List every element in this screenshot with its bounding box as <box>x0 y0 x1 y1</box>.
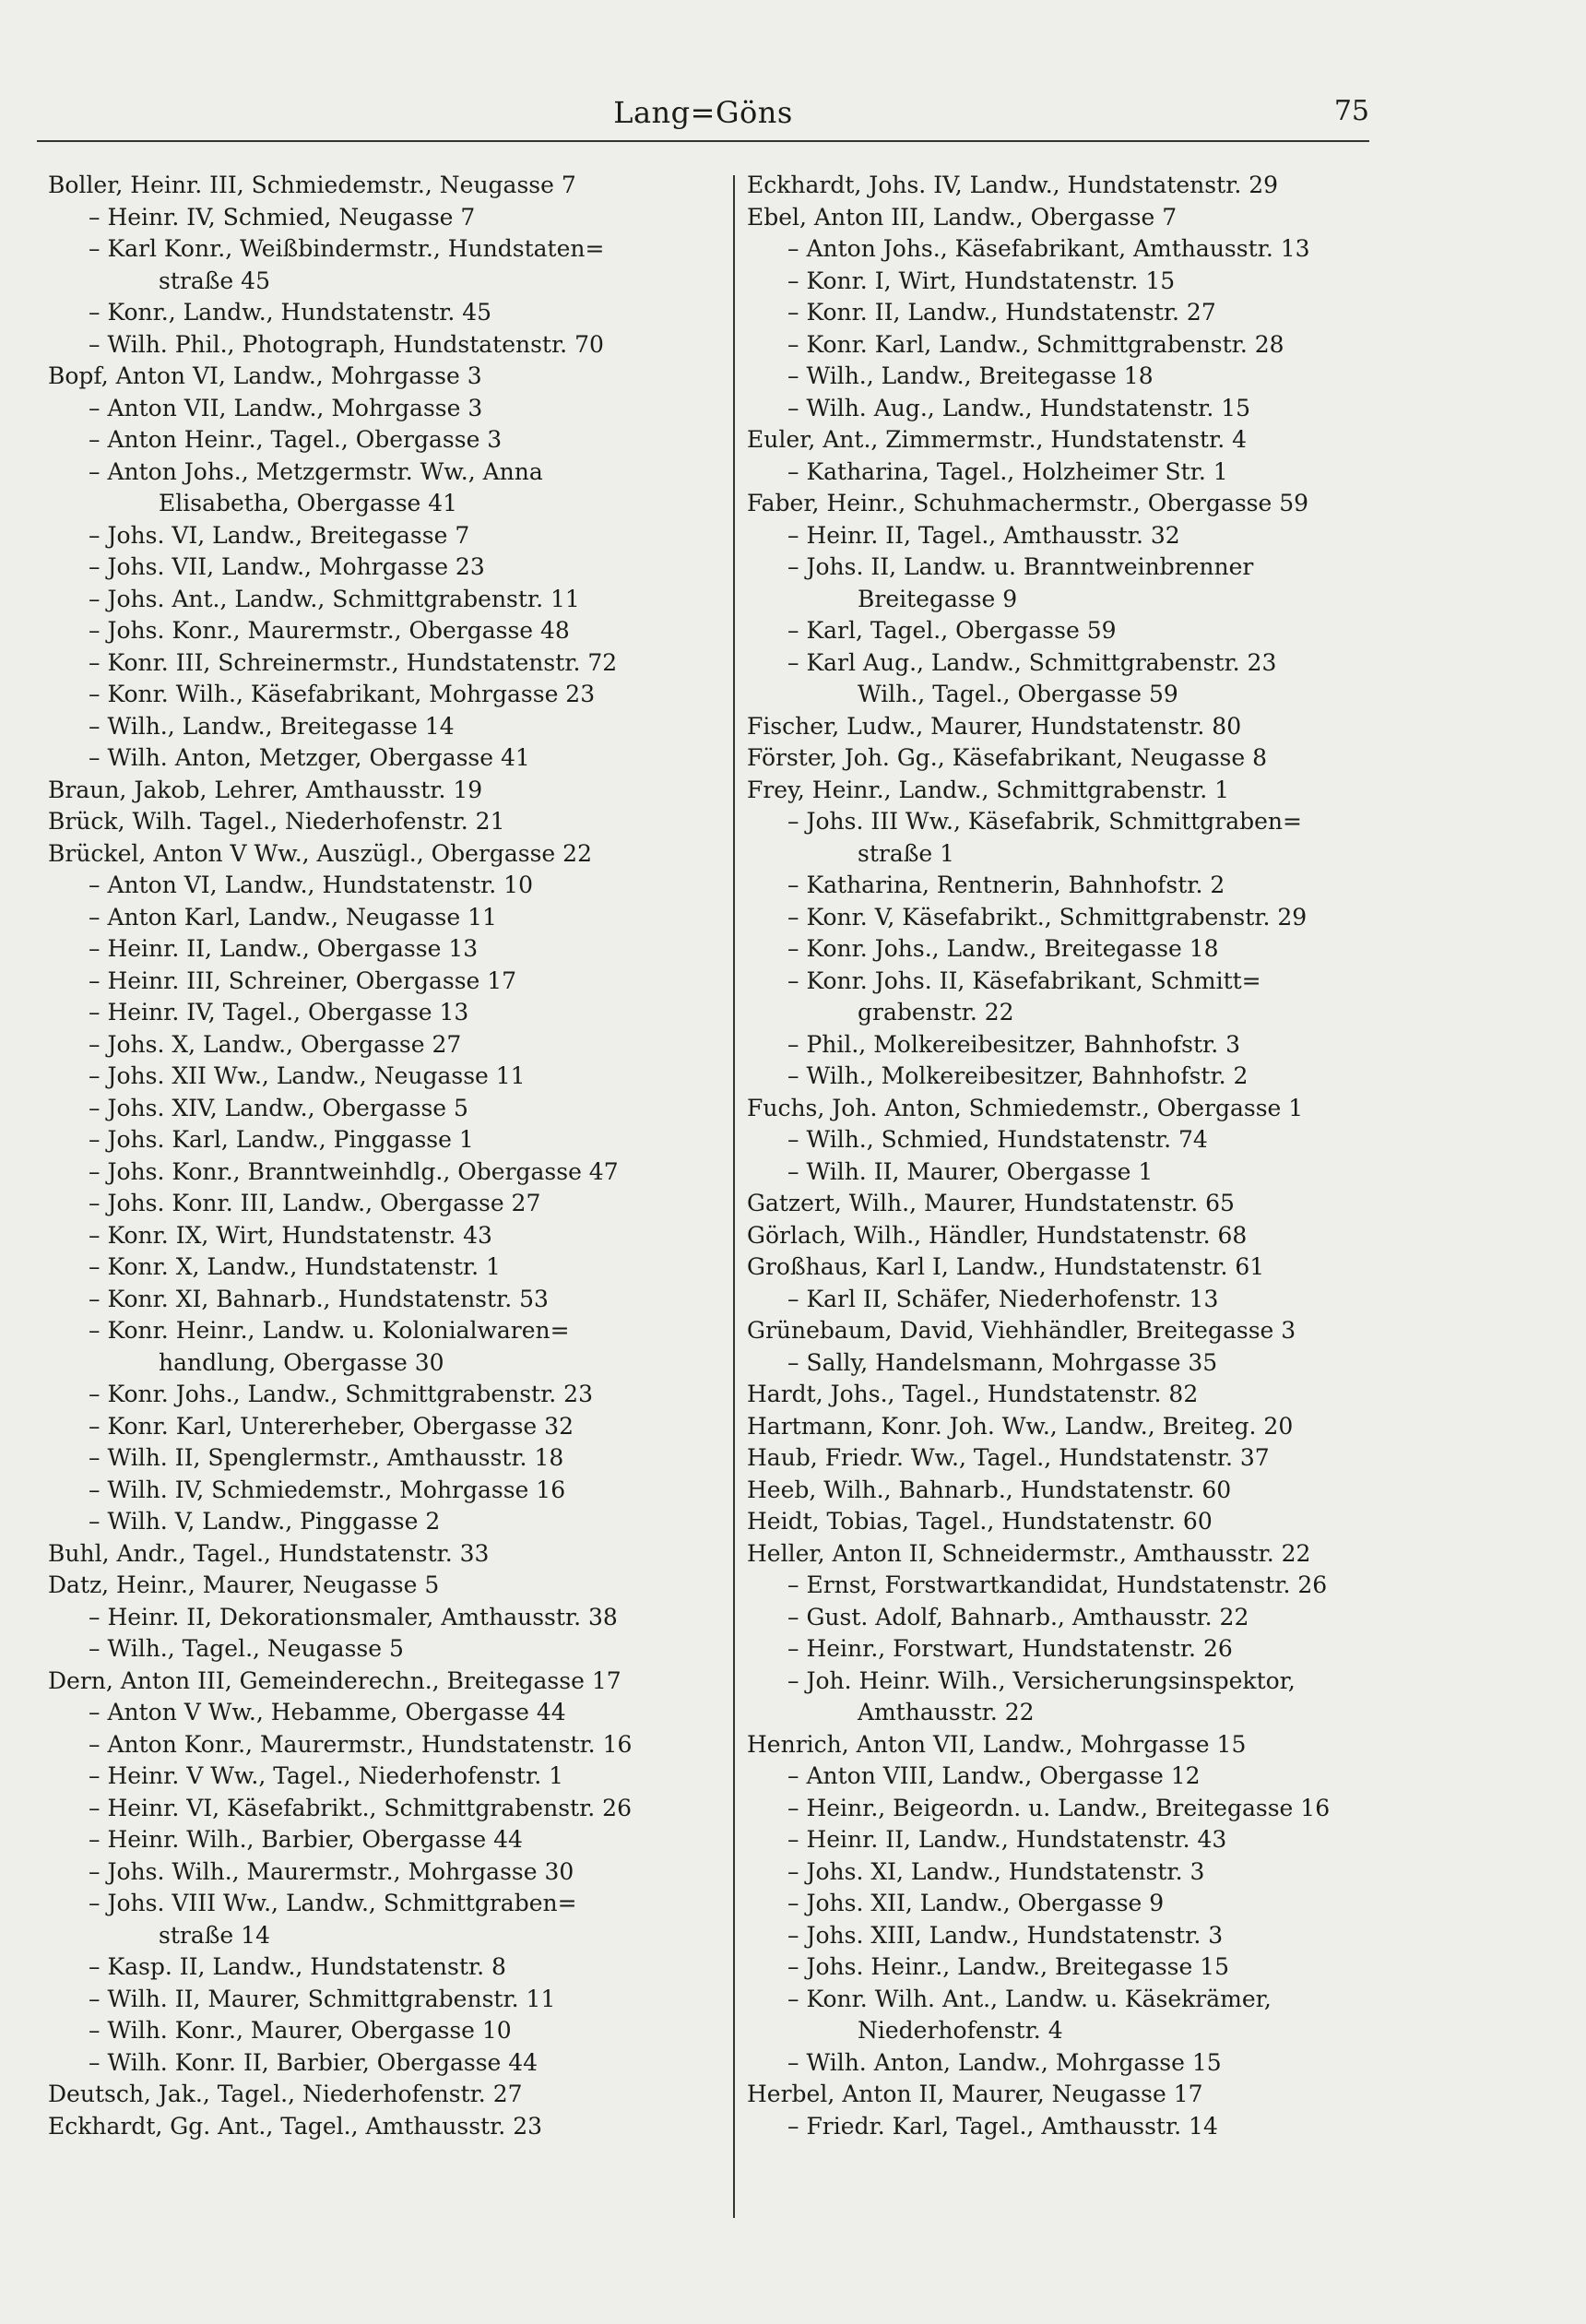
directory-entry: – Heinr., Beigeordn. u. Landw., Breitegasse 16 <box>787 1794 1331 1821</box>
directory-entry: – Johs. Wilh., Maurermstr., Mohrgasse 30 <box>89 1857 574 1885</box>
directory-entry: – Konr. Karl, Untererheber, Obergasse 32 <box>89 1412 574 1440</box>
directory-entry: – Johs. XIV, Landw., Obergasse 5 <box>89 1094 468 1121</box>
directory-entry: Großhaus, Karl I, Landw., Hundstatenstr. 61 <box>747 1253 1265 1280</box>
directory-entry: – Wilh. II, Spenglermstr., Amthausstr. 18 <box>89 1444 564 1471</box>
directory-entry: Hartmann, Konr. Joh. Ww., Landw., Breiteg. 20 <box>747 1412 1294 1440</box>
directory-entry: Fischer, Ludw., Maurer, Hundstatenstr. 80 <box>747 712 1242 740</box>
header-rule <box>37 140 1369 142</box>
directory-entry: – Katharina, Tagel., Holzheimer Str. 1 <box>787 457 1228 485</box>
directory-entry: – Anton Johs., Käsefabrikant, Amthausstr. 13 <box>787 235 1310 262</box>
directory-entry: – Konr. III, Schreinermstr., Hundstatenstr. 72 <box>89 648 618 676</box>
directory-entry: – Johs. X, Landw., Obergasse 27 <box>89 1030 462 1058</box>
directory-entry: – Wilh., Molkereibesitzer, Bahnhofstr. 2 <box>787 1062 1249 1089</box>
directory-entry: – Johs. VIII Ww., Landw., Schmittgraben= <box>89 1890 577 1916</box>
directory-entry: – Heinr. II, Landw., Hundstatenstr. 43 <box>787 1826 1227 1853</box>
directory-entry: – Johs. VI, Landw., Breitegasse 7 <box>89 521 470 549</box>
directory-entry: Faber, Heinr., Schuhmachermstr., Obergasse 59 <box>747 490 1309 516</box>
directory-entry: – Anton V Ww., Hebamme, Obergasse 44 <box>89 1699 566 1725</box>
directory-entry: Görlach, Wilh., Händler, Hundstatenstr. 68 <box>747 1221 1248 1249</box>
directory-entry: – Johs. Heinr., Landw., Breitegasse 15 <box>787 1953 1230 1980</box>
directory-entry: – Wilh., Landw., Breitegasse 18 <box>787 362 1154 389</box>
directory-entry: – Sally, Handelsmann, Mohrgasse 35 <box>787 1348 1218 1376</box>
directory-entry: – Heinr. II, Landw., Obergasse 13 <box>89 935 479 962</box>
directory-entry: – Johs. XII Ww., Landw., Neugasse 11 <box>89 1062 526 1089</box>
directory-entry: – Karl Aug., Landw., Schmittgrabenstr. 23 <box>787 648 1277 676</box>
directory-entry: – Konr. Johs., Landw., Schmittgrabenstr. 23 <box>89 1381 593 1407</box>
directory-entry: – Ernst, Forstwartkandidat, Hundstatenstr. 26 <box>787 1571 1328 1598</box>
directory-entry: Brück, Wilh. Tagel., Niederhofenstr. 21 <box>48 808 505 835</box>
directory-entry: – Heinr. V Ww., Tagel., Niederhofenstr. 1 <box>89 1762 564 1789</box>
directory-entry: – Wilh., Tagel., Neugasse 5 <box>89 1635 404 1662</box>
directory-entry: – Heinr. IV, Schmied, Neugasse 7 <box>89 203 476 231</box>
directory-entry: Heidt, Tobias, Tagel., Hundstatenstr. 60 <box>747 1508 1213 1535</box>
directory-entry: – Heinr. Wilh., Barbier, Obergasse 44 <box>89 1826 523 1853</box>
directory-entry: – Konr. Johs. II, Käsefabrikant, Schmitt= <box>787 966 1261 994</box>
directory-entry: – Katharina, Rentnerin, Bahnhofstr. 2 <box>787 872 1225 898</box>
directory-entry: Wilh., Tagel., Obergasse 59 <box>858 681 1178 707</box>
directory-entry: – Karl, Tagel., Obergasse 59 <box>787 617 1117 644</box>
directory-entry: Boller, Heinr. III, Schmiedemstr., Neugasse 7 <box>48 172 576 198</box>
directory-entry: – Anton Heinr., Tagel., Obergasse 3 <box>89 426 503 453</box>
directory-entry: – Konr. Karl, Landw., Schmittgrabenstr. 28 <box>787 330 1284 358</box>
left-column <box>48 170 721 2142</box>
directory-entry: – Konr. II, Landw., Hundstatenstr. 27 <box>787 299 1216 326</box>
directory-entry: – Wilh. IV, Schmiedemstr., Mohrgasse 16 <box>89 1476 566 1503</box>
directory-entry: – Friedr. Karl, Tagel., Amthausstr. 14 <box>787 2112 1218 2140</box>
directory-entry: – Konr., Landw., Hundstatenstr. 45 <box>89 299 492 326</box>
directory-entry: – Johs. II, Landw. u. Branntweinbrenner <box>787 553 1254 580</box>
directory-entry: – Anton VIII, Landw., Obergasse 12 <box>787 1762 1201 1789</box>
directory-entry: – Heinr. III, Schreiner, Obergasse 17 <box>89 966 517 994</box>
directory-entry: Henrich, Anton VII, Landw., Mohrgasse 15 <box>747 1730 1247 1758</box>
directory-entry: – Konr. Wilh. Ant., Landw. u. Käsekrämer, <box>787 1985 1272 2012</box>
directory-entry: – Wilh. Konr., Maurer, Obergasse 10 <box>89 2017 512 2044</box>
directory-entry: Breitegasse 9 <box>858 585 1018 612</box>
directory-entry: Datz, Heinr., Maurer, Neugasse 5 <box>48 1571 440 1598</box>
directory-entry: – Karl Konr., Weißbindermstr., Hundstaten= <box>89 235 605 262</box>
directory-entry: – Johs. Karl, Landw., Pinggasse 1 <box>89 1126 474 1153</box>
directory-entry: Niederhofenstr. 4 <box>858 2017 1063 2044</box>
directory-entry: Deutsch, Jak., Tagel., Niederhofenstr. 27 <box>48 2081 523 2107</box>
directory-entry: – Wilh. Anton, Landw., Mohrgasse 15 <box>787 2048 1222 2076</box>
directory-entry: – Konr. Heinr., Landw. u. Kolonialwaren= <box>89 1317 570 1344</box>
directory-entry: – Johs. Konr. III, Landw., Obergasse 27 <box>89 1190 541 1216</box>
directory-entry: Brückel, Anton V Ww., Auszügl., Obergasse 22 <box>48 839 592 867</box>
directory-entry: Haub, Friedr. Ww., Tagel., Hundstatenstr. 37 <box>747 1444 1270 1471</box>
directory-entry: – Johs. VII, Landw., Mohrgasse 23 <box>89 553 485 580</box>
directory-entry: Herbel, Anton II, Maurer, Neugasse 17 <box>747 2081 1203 2107</box>
directory-entry: handlung, Obergasse 30 <box>159 1348 444 1376</box>
directory-entry: – Johs. III Ww., Käsefabrik, Schmittgraben= <box>787 808 1302 835</box>
directory-entry: Hardt, Johs., Tagel., Hundstatenstr. 82 <box>747 1381 1199 1407</box>
directory-entry: Elisabetha, Obergasse 41 <box>159 490 458 516</box>
directory-entry: – Heinr. II, Tagel., Amthausstr. 32 <box>787 521 1180 549</box>
column-divider <box>733 175 735 2218</box>
directory-entry: Heeb, Wilh., Bahnarb., Hundstatenstr. 60 <box>747 1476 1232 1503</box>
directory-entry: Gatzert, Wilh., Maurer, Hundstatenstr. 65 <box>747 1190 1235 1216</box>
directory-entry: – Johs. Ant., Landw., Schmittgrabenstr. 11 <box>89 585 580 612</box>
directory-entry: Dern, Anton III, Gemeinderechn., Breitegasse 17 <box>48 1666 621 1694</box>
directory-entry: Eckhardt, Johs. IV, Landw., Hundstatenstr. 29 <box>747 172 1279 198</box>
directory-entry: Bopf, Anton VI, Landw., Mohrgasse 3 <box>48 362 482 389</box>
directory-entry: – Heinr. IV, Tagel., Obergasse 13 <box>89 999 469 1026</box>
directory-entry: – Konr. I, Wirt, Hundstatenstr. 15 <box>787 267 1176 294</box>
directory-entry: – Anton VII, Landw., Mohrgasse 3 <box>89 394 483 421</box>
directory-entry: Eckhardt, Gg. Ant., Tagel., Amthausstr. 23 <box>48 2112 543 2140</box>
directory-entry: straße 45 <box>159 267 270 294</box>
directory-entry: – Konr. X, Landw., Hundstatenstr. 1 <box>89 1253 501 1280</box>
directory-entry: – Heinr. VI, Käsefabrikt., Schmittgrabenstr. 26 <box>89 1794 632 1821</box>
directory-entry: – Wilh. Aug., Landw., Hundstatenstr. 15 <box>787 394 1251 421</box>
directory-entry: – Joh. Heinr. Wilh., Versicherungsinspektor, <box>787 1666 1296 1694</box>
directory-entry: – Wilh. II, Maurer, Obergasse 1 <box>787 1157 1154 1185</box>
page-title: Lang=Göns <box>613 95 793 130</box>
directory-entry: – Konr. Johs., Landw., Breitegasse 18 <box>787 935 1219 962</box>
directory-entry: – Anton Karl, Landw., Neugasse 11 <box>89 903 497 931</box>
page-number: 75 <box>1333 95 1369 127</box>
directory-entry: – Wilh. Konr. II, Barbier, Obergasse 44 <box>89 2048 539 2076</box>
directory-entry: Fuchs, Joh. Anton, Schmiedemstr., Obergasse 1 <box>747 1094 1304 1121</box>
directory-entry: – Wilh., Landw., Breitegasse 14 <box>89 712 455 740</box>
right-column <box>747 170 1406 2142</box>
directory-entry: – Gust. Adolf, Bahnarb., Amthausstr. 22 <box>787 1603 1249 1630</box>
directory-entry: – Johs. Konr., Branntweinhdlg., Obergasse 47 <box>89 1157 619 1185</box>
directory-entry: Förster, Joh. Gg., Käsefabrikant, Neugasse 8 <box>747 744 1268 771</box>
directory-entry: – Konr. XI, Bahnarb., Hundstatenstr. 53 <box>89 1285 549 1312</box>
directory-entry: – Heinr. II, Dekorationsmaler, Amthausstr. 38 <box>89 1603 618 1630</box>
directory-entry: straße 1 <box>858 839 955 867</box>
directory-entry: Buhl, Andr., Tagel., Hundstatenstr. 33 <box>48 1539 490 1567</box>
directory-entry: – Konr. Wilh., Käsefabrikant, Mohrgasse 23 <box>89 681 596 707</box>
directory-entry: Heller, Anton II, Schneidermstr., Amthausstr. 22 <box>747 1539 1311 1567</box>
directory-entry: – Wilh. Anton, Metzger, Obergasse 41 <box>89 744 530 771</box>
directory-entry: – Wilh. V, Landw., Pinggasse 2 <box>89 1508 441 1535</box>
directory-entry: – Kasp. II, Landw., Hundstatenstr. 8 <box>89 1953 506 1980</box>
directory-entry: – Johs. XII, Landw., Obergasse 9 <box>787 1890 1165 1916</box>
directory-entry: Frey, Heinr., Landw., Schmittgrabenstr. 1 <box>747 776 1230 803</box>
directory-entry: Braun, Jakob, Lehrer, Amthausstr. 19 <box>48 776 483 803</box>
directory-entry: straße 14 <box>159 1921 270 1949</box>
directory-entry: grabenstr. 22 <box>858 999 1014 1026</box>
directory-entry: Euler, Ant., Zimmermstr., Hundstatenstr. 4 <box>747 426 1248 453</box>
directory-entry: Ebel, Anton III, Landw., Obergasse 7 <box>747 203 1178 231</box>
directory-entry: – Wilh. II, Maurer, Schmittgrabenstr. 11 <box>89 1985 556 2012</box>
directory-entry: – Anton Johs., Metzgermstr. Ww., Anna <box>89 457 543 485</box>
directory-entry: – Anton Konr., Maurermstr., Hundstatenstr. 16 <box>89 1730 633 1758</box>
directory-entry: – Johs. XI, Landw., Hundstatenstr. 3 <box>787 1857 1205 1885</box>
directory-entry: – Heinr., Forstwart, Hundstatenstr. 26 <box>787 1635 1233 1662</box>
directory-entry: – Wilh., Schmied, Hundstatenstr. 74 <box>787 1126 1208 1153</box>
directory-entry: – Konr. V, Käsefabrikt., Schmittgrabenstr. 29 <box>787 903 1308 931</box>
directory-entry: Amthausstr. 22 <box>858 1699 1035 1725</box>
directory-entry: – Anton VI, Landw., Hundstatenstr. 10 <box>89 872 533 898</box>
directory-entry: – Phil., Molkereibesitzer, Bahnhofstr. 3 <box>787 1030 1241 1058</box>
directory-entry: – Karl II, Schäfer, Niederhofenstr. 13 <box>787 1285 1219 1312</box>
directory-entry: Grünebaum, David, Viehhändler, Breitegasse 3 <box>747 1317 1296 1344</box>
directory-entry: – Johs. Konr., Maurermstr., Obergasse 48 <box>89 617 570 644</box>
directory-entry: – Konr. IX, Wirt, Hundstatenstr. 43 <box>89 1221 492 1249</box>
directory-entry: – Johs. XIII, Landw., Hundstatenstr. 3 <box>787 1921 1224 1949</box>
directory-entry: – Wilh. Phil., Photograph, Hundstatenstr. 70 <box>89 330 604 358</box>
